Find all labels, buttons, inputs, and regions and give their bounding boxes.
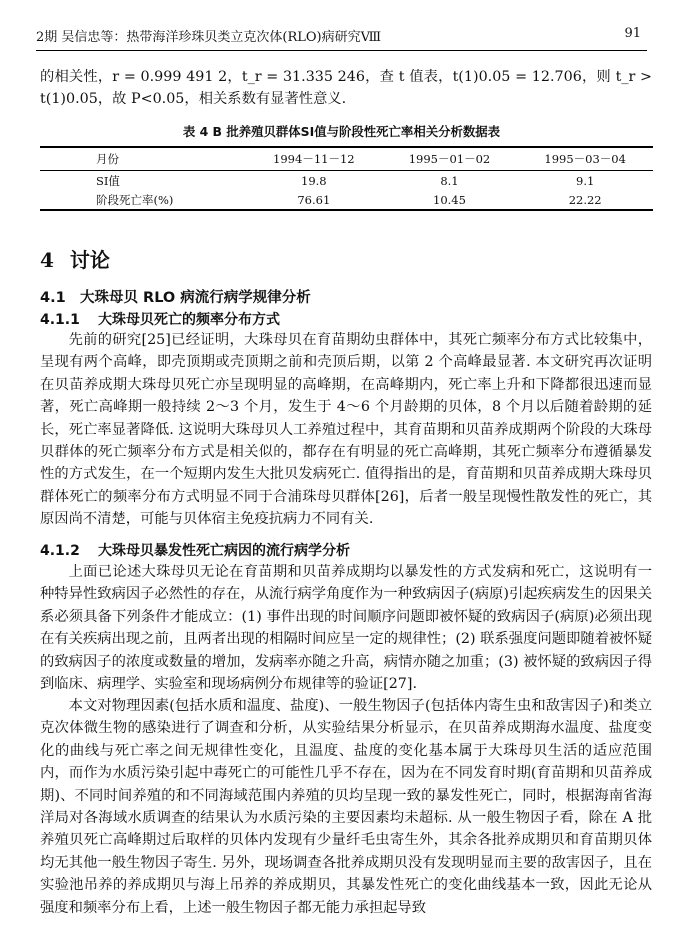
intro-paragraph: 的相关性，r = 0.999 491 2，t_r = 31.335 246，查 t 值表，t(1)0.05 = 12.706，则 t_r > t(1)0.05，故 P<0.05，相关系数有显著性意义.	[40, 69, 652, 108]
table-cell: 76.61	[297, 192, 331, 207]
body-paragraph: 本文对物理因素(包括水质和温度、盐度)、一般生物因子(包括体内寄生虫和敌害因子)和类立克次体微生物的感染进行了调查和分析，从实验结果分析显示，在贝苗养成期海水温度、盐度变化的曲线与死亡率之间无规律性变化，且温度、盐度的变化基本属于大珠母贝生活的适应范围内，而作为水质污染引起中毒死亡的可能性几乎不存在，因为在不同发育时期(育苗期和贝苗养成期)、不同时间养殖的和不同海域范围内养殖的贝均呈现一致的暴发性死亡，同时，根据海南省海洋局对各海域水质调查的结果认为水质污染的主要因素均未超标. 从一般生物因子看，除在 A 批养殖贝死亡高峰期过后取样的贝体内发现有少量纤毛虫寄生外，其余各批养成期贝和育苗期贝体均无其他一般生物因子寄生. 另外，现场调查各批养成期贝没有发现明显而主要的敌害因子，且在实验池吊养的养成期贝与海上吊养的养成期贝，其暴发性死亡的变化曲线基本一致，因此无论从强度和频率分布上看，上述一般生物因子都无能力承担起导致	[40, 698, 652, 916]
table-cell: 19.8	[301, 173, 327, 188]
subsection-title: 大珠母贝 RLO 病流行病学规律分析	[80, 290, 311, 306]
table-header-row	[40, 147, 653, 171]
table-cell: 阶段死亡率(%)	[96, 192, 174, 207]
table-row	[40, 190, 653, 210]
table-header-cell: 1995－01－02	[408, 152, 491, 166]
data-table	[40, 146, 653, 211]
table-cell: SI值	[96, 173, 120, 188]
table-caption: 表 4 B 批养殖贝群体SI值与阶段性死亡率相关分析数据表	[182, 124, 501, 139]
subsubsection-title: 大珠母贝死亡的频率分布方式	[98, 312, 280, 328]
body-paragraph: 先前的研究[25]已经证明，大珠母贝在育苗期幼虫群体中，其死亡频率分布方式比较集中，呈现有两个高峰，即壳顶期或壳顶期之前和壳顶后期，以第 2 个高峰最显著. 本文研究再次证明在贝苗养成期大珠母贝死亡亦呈现明显的高峰期，在高峰期内，死亡率上升和下降都很迅速而显著，死亡高峰期一般持续 2～3 个月，发生于 4～6 个月龄期的贝体，8 个月以后随着龄期的延长，死亡率显著降低. 这说明大珠母贝人工养殖过程中，其育苗期和贝苗养成期两个阶段的大珠母贝群体的死亡频率分布方式是相关似的，都存在有明显的死亡高峰期，其死亡频率分布遵循暴发性的方式发生，在一个短期内发生大批贝发病死亡. 值得指出的是，育苗期和贝苗养成期大珠母贝群体死亡的频率分布方式明显不同于合浦珠母贝群体[26]，后者一般呈现慢性散发性的死亡，其原因尚不清楚，可能与贝体宿主免疫抗病力不同有关.	[40, 332, 652, 528]
subsubsection-heading	[40, 540, 350, 560]
subsubsection-heading	[40, 309, 280, 329]
header-issue-author-title: 2期 吴信忠等：热带海洋珍珠贝类立克次体(RLO)病研究Ⅷ	[36, 30, 382, 45]
table-cell: 10.45	[433, 192, 466, 207]
subsubsection-title: 大珠母贝暴发性死亡病因的流行病学分析	[98, 543, 350, 559]
page-number: 91	[624, 26, 641, 41]
table-cell: 9.1	[576, 173, 595, 188]
subsubsection-number: 4.1.2	[40, 543, 80, 559]
subsection-number: 4.1	[40, 290, 66, 306]
table-cell: 8.1	[440, 173, 459, 188]
table-header-cell: 1995－03－04	[544, 152, 626, 166]
section-title: 讨论	[69, 248, 110, 272]
section-heading	[40, 244, 110, 273]
table-header-cell: 月份	[96, 152, 119, 166]
table-row	[40, 171, 653, 191]
running-header	[36, 20, 647, 51]
body-paragraph: 上面已论述大珠母贝无论在育苗期和贝苗养成期均以暴发性的方式发病和死亡，这说明有一种特异性致病因子必然性的存在，从流行病学角度作为一种致病因子(病原)引起疾病发生的因果关系必须具备下列条件才能成立：(1) 事件出现的时间顺序问题即被怀疑的致病因子(病原)必须出现在有关疾病出现之前，且两者出现的相隔时间应呈一定的规律性；(2) 联系强度问题即随着被怀疑的致病因子的浓度或数量的增加，发病率亦随之升高，病情亦随之加重；(3) 被怀疑的致病因子得到临床、病理学、实验室和现场病例分布规律等的验证[27].	[40, 564, 652, 693]
subsubsection-number: 4.1.1	[40, 312, 80, 328]
table-header-cell: 1994－11－12	[273, 152, 355, 166]
section-number: 4	[40, 248, 54, 272]
subsection-heading	[40, 286, 311, 307]
table-cell: 22.22	[568, 192, 602, 207]
